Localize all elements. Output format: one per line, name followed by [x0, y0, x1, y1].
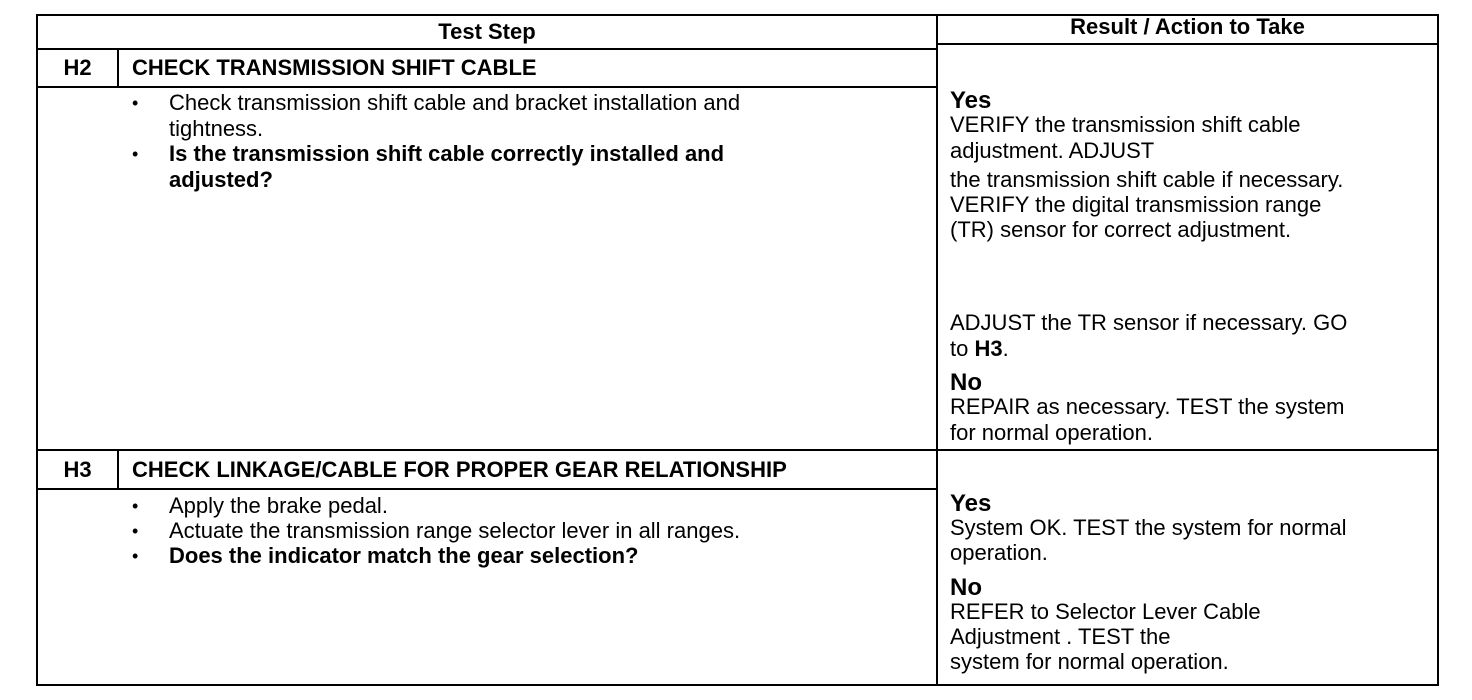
no-action-line: for normal operation.: [950, 420, 1153, 445]
yes-action-line: (TR) sensor for correct adjustment.: [950, 217, 1292, 242]
no-action-line: REPAIR as necessary. TEST the system: [950, 394, 1345, 419]
header-underline-left: [36, 48, 937, 50]
no-action-line: system for normal operation.: [950, 649, 1229, 674]
yes-action-line: the transmission shift cable if necessary.: [950, 167, 1344, 192]
yes-action-line: VERIFY the digital transmission range: [950, 192, 1322, 217]
table-border-right: [1437, 14, 1439, 686]
bullet-text: tightness.: [169, 116, 264, 141]
column-divider: [936, 14, 938, 686]
step-id: H2: [63, 55, 92, 80]
yes-action-line: System OK. TEST the system for normal: [950, 515, 1347, 540]
no-action-line: REFER to Selector Lever Cable: [950, 599, 1261, 624]
goto-suffix: .: [1002, 336, 1009, 361]
yes-action-line: VERIFY the transmission shift cable: [950, 112, 1301, 137]
yes-action-line: adjustment. ADJUST: [950, 138, 1155, 163]
bullet-text: Apply the brake pedal.: [169, 493, 388, 518]
yes-goto-line: [950, 336, 1009, 362]
step-id: H3: [63, 457, 92, 482]
bullet-icon: •: [132, 521, 139, 541]
yes-label: Yes: [950, 87, 992, 114]
step-title: CHECK TRANSMISSION SHIFT CABLE: [132, 55, 537, 80]
yes-label: Yes: [950, 490, 992, 517]
h3-title-underline: [36, 488, 937, 490]
goto-prefix: to: [950, 336, 975, 361]
h2-id-divider: [117, 49, 119, 87]
no-label: No: [950, 369, 982, 396]
table-border-left: [36, 14, 38, 686]
bullet-icon: •: [132, 93, 139, 113]
h2-h3-divider: [36, 449, 1439, 451]
bullet-icon: •: [132, 144, 139, 164]
header-underline-right: [936, 43, 1439, 45]
yes-action-line: ADJUST the TR sensor if necessary. GO: [950, 310, 1348, 335]
bullet-text: Actuate the transmission range selector lever in all ranges.: [169, 518, 741, 543]
table-border-bottom: [36, 684, 1439, 686]
goto-step-ref: H3: [974, 336, 1003, 361]
bullet-text-question: adjusted?: [169, 167, 273, 192]
header-test-step: Test Step: [438, 19, 536, 44]
no-label: No: [950, 574, 982, 601]
bullet-icon: •: [132, 496, 139, 516]
step-title: CHECK LINKAGE/CABLE FOR PROPER GEAR RELATIONSHIP: [132, 457, 787, 482]
yes-action-line: operation.: [950, 540, 1048, 565]
bullet-icon: •: [132, 546, 139, 566]
bullet-text-question: Does the indicator match the gear selection?: [169, 543, 639, 568]
no-action-line: Adjustment . TEST the: [950, 624, 1171, 649]
bullet-text: Check transmission shift cable and bracket installation and: [169, 90, 741, 115]
header-result-action: Result / Action to Take: [1070, 14, 1305, 39]
h3-id-divider: [117, 450, 119, 489]
h2-title-underline: [36, 86, 937, 88]
bullet-text-question: Is the transmission shift cable correctly installed and: [169, 141, 725, 166]
